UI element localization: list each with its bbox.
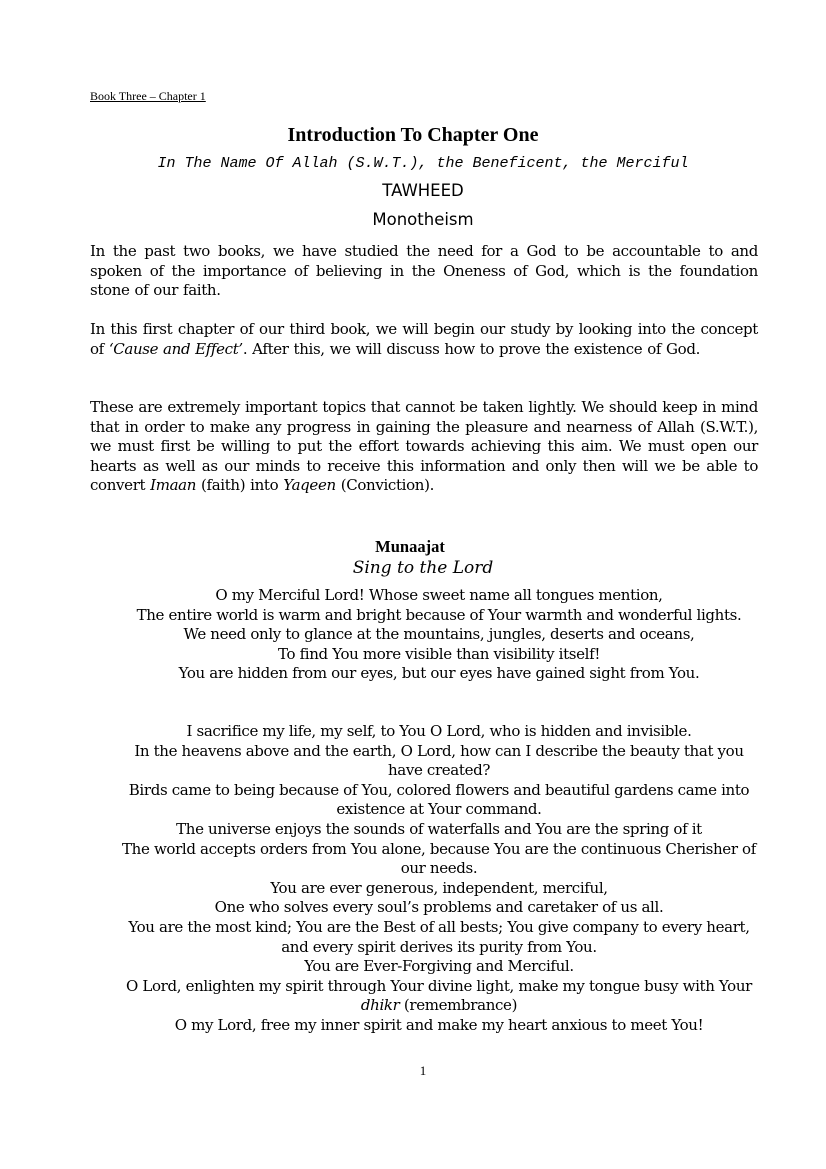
poem-line-dhikr	[120, 977, 758, 1016]
dhikr-line-text-b: (remembrance)	[399, 996, 518, 1015]
paragraph-3-imaan: Imaan	[150, 476, 197, 495]
page-number: 1	[419, 1063, 427, 1078]
section-heading: TAWHEED	[382, 181, 464, 200]
section-subheading: Monotheism	[372, 210, 474, 229]
paragraph-3-text-a: These are extremely important topics that cannot be taken lightly. We should keep in mind that in order to make any progress in gaining the pleasure and nearness of Allah (S.W.T.), we must first be willing to put the effort towards achieving this aim. We must open our hearts as well as our minds to receive this information and only then will we be able to convert	[90, 398, 758, 495]
poem-line: You are ever generous, independent, merciful,	[270, 878, 608, 897]
poem-title: Sing to the Lord	[352, 558, 494, 578]
poem-line: Birds came to being because of You, colored flowers and beautiful gardens came into existence at Your command.	[128, 780, 750, 819]
running-header: Book Three – Chapter 1	[90, 89, 206, 103]
poem-line: The universe enjoys the sounds of waterfalls and You are the spring of it	[176, 819, 702, 838]
poem-line: The world accepts orders from You alone, because You are the continuous Cherisher of our needs.	[122, 839, 756, 878]
paragraph-3-yaqeen: Yaqeen	[283, 476, 336, 495]
poem-line: One who solves every soul’s problems and caretaker of us all.	[214, 898, 664, 917]
poem-line: To find You more visible than visibility itself!	[277, 644, 601, 663]
poem-line: You are the most kind; You are the Best of all bests; You give company to every heart, and every spirit derives its purity from You.	[128, 917, 750, 956]
dhikr-line-text-a: O Lord, enlighten my spirit through Your divine light, make my tongue busy with Your	[126, 976, 752, 995]
paragraph-3	[90, 398, 758, 496]
poem-line: I sacrifice my life, my self, to You O Lord, who is hidden and invisible.	[186, 722, 692, 740]
paragraph-2-text-b: . After this, we will discuss how to prove the existence of God.	[242, 339, 700, 358]
poem-line: You are Ever-Forgiving and Merciful.	[304, 957, 574, 976]
paragraph-2-emphasis: ‘Cause and Effect’	[108, 339, 243, 358]
poem-line: In the heavens above and the earth, O Lord, how can I describe the beauty that you have created?	[134, 741, 744, 780]
chapter-title: Introduction To Chapter One	[287, 124, 539, 146]
paragraph-3-text-b: (faith) into	[196, 476, 284, 495]
poem-line: The entire world is warm and bright because of Your warmth and wonderful lights.	[136, 605, 742, 624]
paragraph-2	[90, 320, 758, 359]
bismillah-line: In The Name Of Allah (S.W.T.), the Beneficent, the Merciful	[157, 155, 689, 172]
paragraph-2-text-a: In this first chapter of our third book, we will begin our study by looking into the concept of	[90, 320, 758, 358]
poem-stanza-1	[120, 586, 758, 684]
dhikr-word: dhikr	[360, 996, 400, 1015]
munaajat-heading: Munaajat	[375, 537, 445, 556]
paragraph-1: In the past two books, we have studied the need for a God to be accountable to and spoken of the importance of believing in the Oneness of God, which is the foundation stone of our faith.	[90, 242, 758, 300]
poem-stanza-2	[120, 722, 758, 1036]
poem-line: O my Merciful Lord! Whose sweet name all tongues mention,	[215, 586, 663, 604]
paragraph-3-text-c: (Conviction).	[335, 476, 434, 495]
poem-line: You are hidden from our eyes, but our eyes have gained sight from You.	[178, 664, 700, 683]
poem-line: We need only to glance at the mountains, jungles, deserts and oceans,	[183, 625, 695, 644]
poem-line: O my Lord, free my inner spirit and make my heart anxious to meet You!	[174, 1015, 704, 1034]
